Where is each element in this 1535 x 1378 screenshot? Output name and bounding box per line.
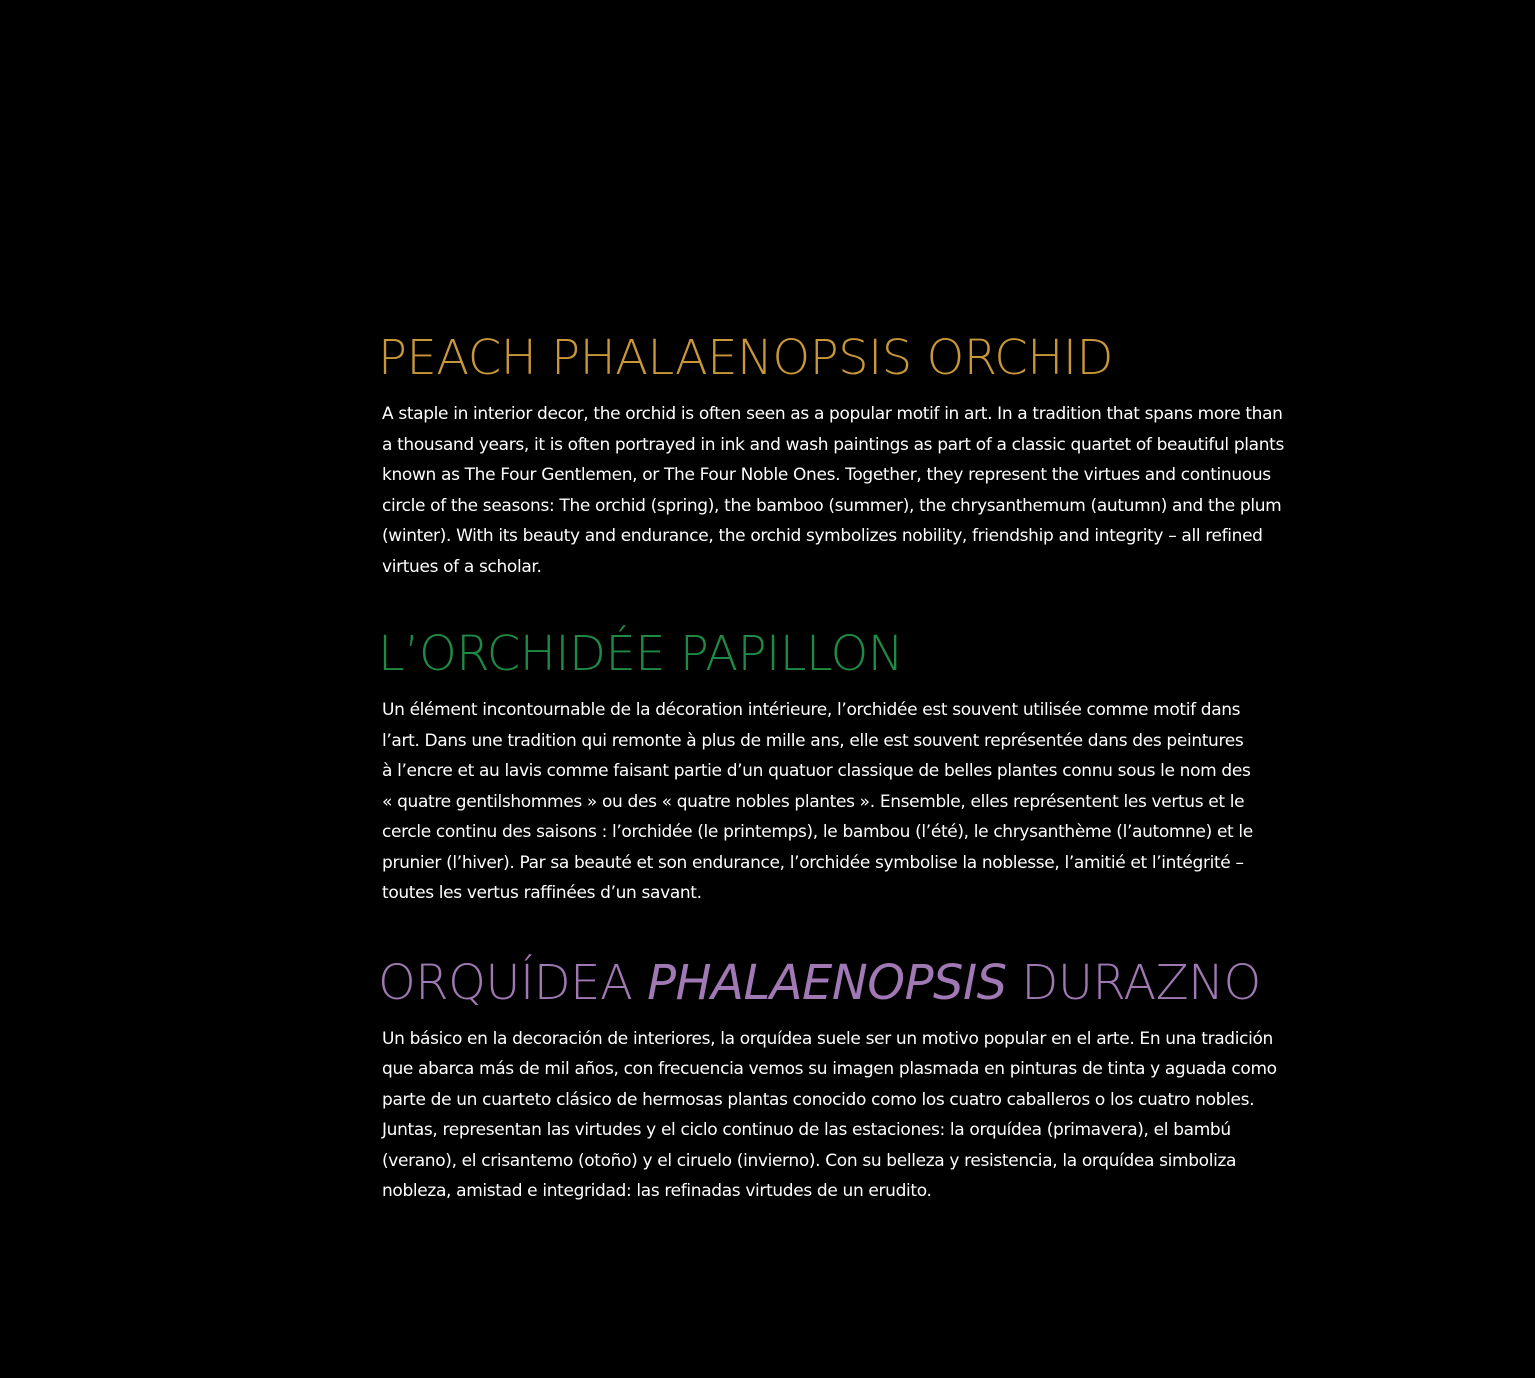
spanish-section bbox=[378, 951, 1348, 1207]
french-heading: L’ORCHIDÉE PAPILLON bbox=[378, 626, 904, 682]
english-paragraph bbox=[382, 399, 1348, 582]
english-heading: PEACH PHALAENOPSIS ORCHID bbox=[378, 330, 1113, 386]
paragraph-line: cercle continu des saisons : l’orchidée (le printemps), le bambou (l’été), le chrysanthème (l’automne) et le bbox=[382, 822, 1253, 842]
spanish-heading-part: ORQUÍDEA bbox=[378, 954, 648, 1011]
french-paragraph bbox=[382, 695, 1348, 909]
spanish-heading-latin-name: PHALAENOPSIS bbox=[647, 954, 1007, 1011]
content-column bbox=[378, 326, 1348, 1207]
french-section bbox=[378, 622, 1348, 909]
paragraph-line: toutes les vertus raffinées d’un savant. bbox=[382, 883, 702, 903]
paragraph-line: circle of the seasons: The orchid (spring), the bamboo (summer), the chrysanthemum (autumn) and the plum bbox=[382, 495, 1282, 516]
paragraph-line: (verano), el crisantemo (otoño) y el ciruelo (invierno). Con su belleza y resistencia, la orquídea simboliza bbox=[382, 1150, 1237, 1171]
paragraph-line: « quatre gentilshommes » ou des « quatre nobles plantes ». Ensemble, elles représentent les vertus et le bbox=[382, 791, 1245, 812]
spanish-paragraph bbox=[382, 1024, 1348, 1207]
paragraph-line: Un básico en la decoración de interiores, la orquídea suele ser un motivo popular en el arte. En una tradición bbox=[382, 1028, 1273, 1049]
paragraph-line: Un élément incontournable de la décoration intérieure, l’orchidée est souvent utilisée comme motif dans bbox=[382, 700, 1241, 720]
paragraph-line: a thousand years, it is often portrayed in ink and wash paintings as part of a classic quartet of beautiful plants bbox=[382, 434, 1284, 455]
paragraph-line: (winter). With its beauty and endurance, the orchid symbolizes nobility, friendship and integrity – all refined bbox=[382, 526, 1263, 546]
paragraph-line: known as The Four Gentlemen, or The Four Noble Ones. Together, they represent the virtues and continuous bbox=[382, 465, 1271, 485]
paragraph-line: parte de un cuarteto clásico de hermosas plantas conocido como los cuatro caballeros o los cuatro nobles. bbox=[382, 1089, 1255, 1110]
paragraph-line: l’art. Dans une tradition qui remonte à plus de mille ans, elle est souvent représentée dans des peintures bbox=[382, 730, 1244, 751]
paragraph-line: virtues of a scholar. bbox=[382, 556, 542, 577]
paragraph-line: prunier (l’hiver). Par sa beauté et son endurance, l’orchidée symbolise la noblesse, l’amitié et l’intégrité – bbox=[382, 852, 1244, 873]
paragraph-line: que abarca más de mil años, con frecuencia vemos su imagen plasmada en pinturas de tinta y aguada como bbox=[382, 1059, 1277, 1079]
paragraph-line: à l’encre et au lavis comme faisant partie d’un quatuor classique de belles plantes connu sous le nom des bbox=[382, 761, 1251, 781]
paragraph-line: nobleza, amistad e integridad: las refinadas virtudes de un erudito. bbox=[382, 1181, 932, 1201]
spanish-heading-part: DURAZNO bbox=[1006, 954, 1261, 1011]
paragraph-line: A staple in interior decor, the orchid is often seen as a popular motif in art. In a tradition that spans more than bbox=[382, 404, 1283, 424]
english-section bbox=[378, 326, 1348, 582]
paragraph-line: Juntas, representan las virtudes y el ciclo continuo de las estaciones: la orquídea (primavera), el bambú bbox=[382, 1120, 1231, 1140]
spanish-heading bbox=[378, 951, 1348, 1015]
